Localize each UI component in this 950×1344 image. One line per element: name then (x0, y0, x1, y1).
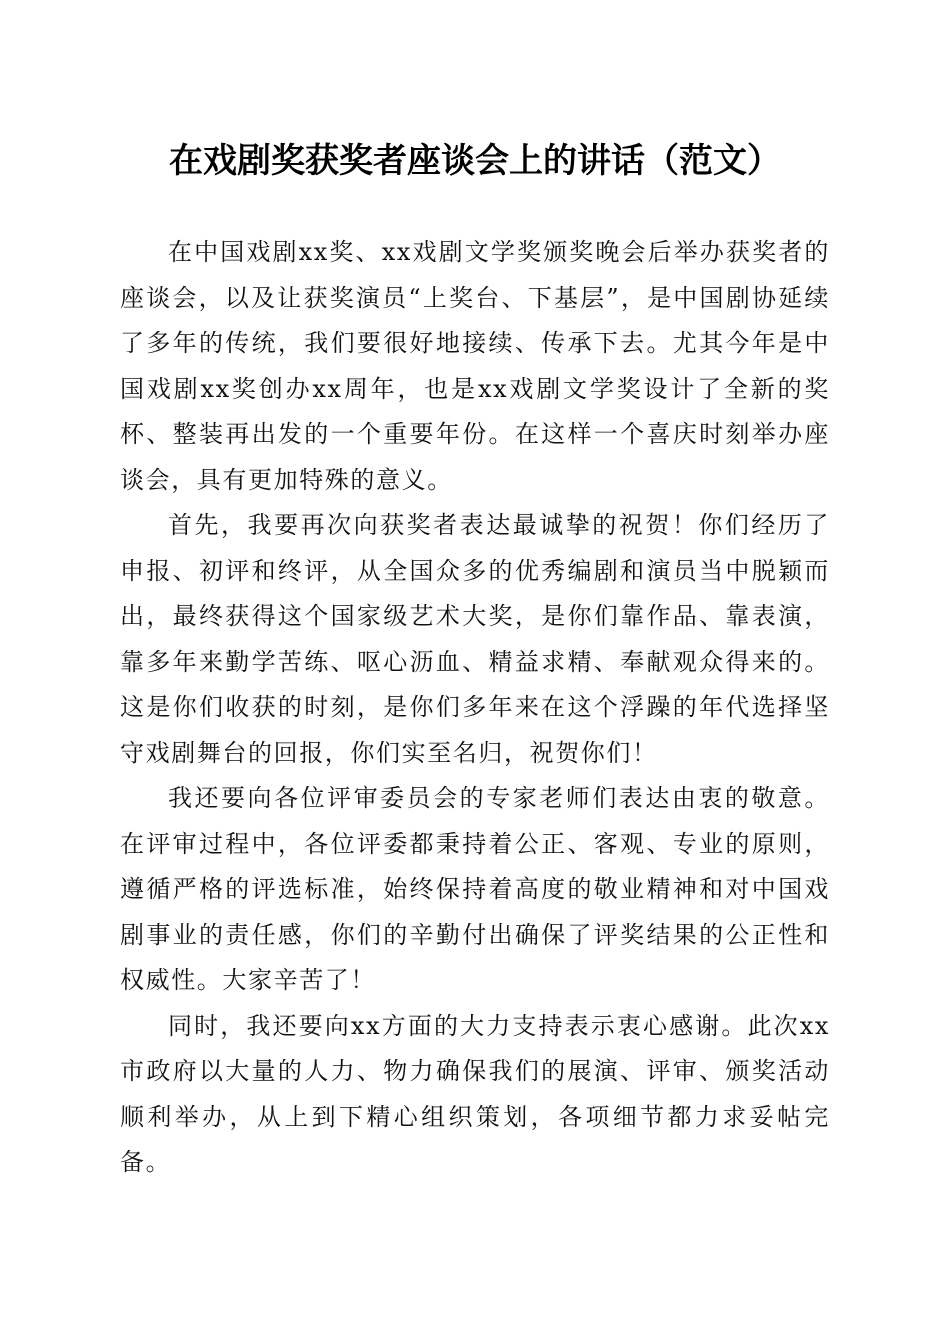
paragraph: 我还要向各位评审委员会的专家老师们表达由衷的敬意。在评审过程中，各位评委都秉持着公正、客观、专业的原则，遵循严格的评选标准，始终保持着高度的敬业精神和对中国戏剧事业的责任感，你们的辛勤付出确保了评奖结果的公正性和权威性。大家辛苦了！ (120, 784, 830, 994)
paragraph: 同时，我还要向xx方面的大力支持表示衷心感谢。此次xx市政府以大量的人力、物力确保我们的展演、评审、颁奖活动顺利举办，从上到下精心组织策划，各项细节都力求妥帖完备。 (120, 1011, 830, 1176)
document-body (120, 230, 830, 1186)
document-title: 在戏剧奖获奖者座谈会上的讲话（范文） (169, 141, 781, 181)
paragraph: 首先，我要再次向获奖者表达最诚挚的祝贺！你们经历了申报、初评和终评，从全国众多的优秀编剧和演员当中脱颖而出，最终获得这个国家级艺术大奖，是你们靠作品、靠表演，靠多年来勤学苦练、呕心沥血、精益求精、奉献观众得来的。这是你们收获的时刻，是你们多年来在这个浮躁的年代选择坚守戏剧舞台的回报，你们实至名归，祝贺你们！ (120, 511, 830, 767)
paragraph: 在中国戏剧xx奖、xx戏剧文学奖颁奖晚会后举办获奖者的座谈会，以及让获奖演员“上奖台、下基层”，是中国剧协延续了多年的传统，我们要很好地接续、传承下去。尤其今年是中国戏剧xx奖创办xx周年，也是xx戏剧文学奖设计了全新的奖杯、整装再出发的一个重要年份。在这样一个喜庆时刻举办座谈会，具有更加特殊的意义。 (120, 238, 830, 494)
